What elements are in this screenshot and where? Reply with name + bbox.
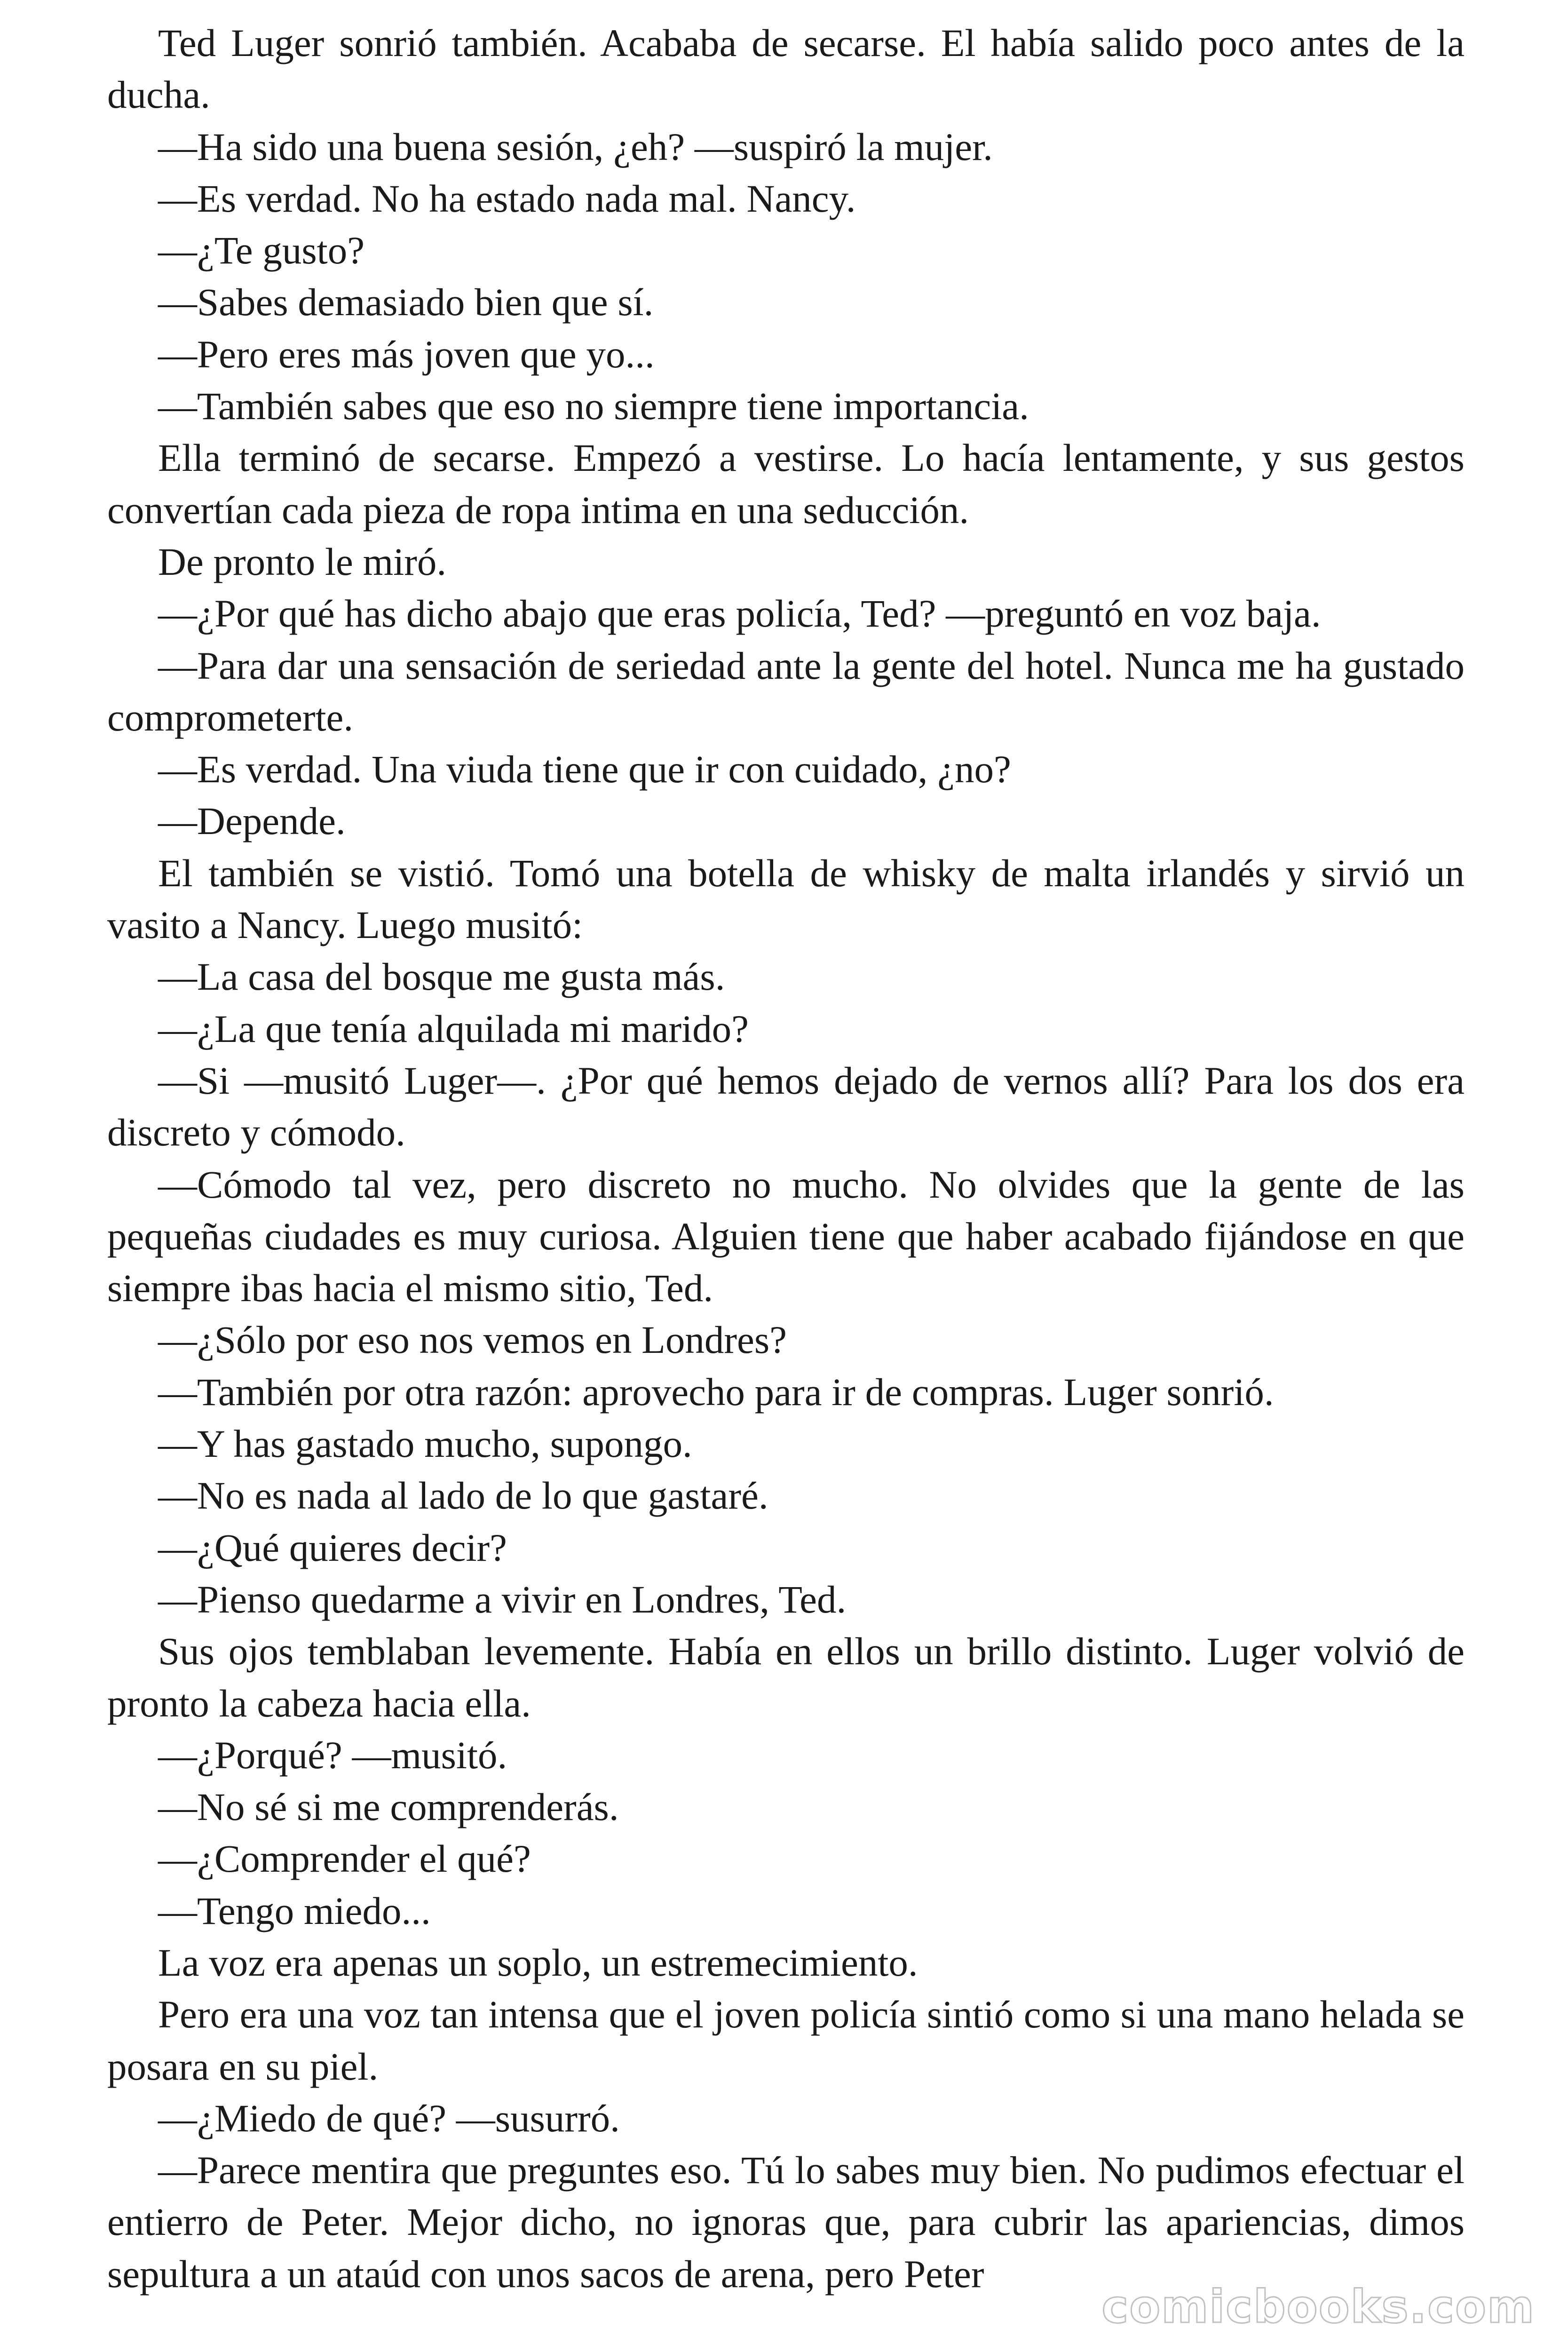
paragraph: —Para dar una sensación de seriedad ante la gente del hotel. Nunca me ha gustado comprometerte. xyxy=(107,644,1465,739)
paragraph: Sus ojos temblaban levemente. Había en ellos un brillo distinto. Luger volvió de pronto la cabeza hacia ella. xyxy=(107,1629,1465,1725)
paragraph: Pero era una voz tan intensa que el joven policía sintió como si una mano helada se posara en su piel. xyxy=(107,1993,1465,2088)
paragraph: —Es verdad. No ha estado nada mal. Nancy. xyxy=(158,176,856,220)
paragraph: —También sabes que eso no siempre tiene importancia. xyxy=(158,384,1029,428)
paragraph: —También por otra razón: aprovecho para ir de compras. Luger sonrió. xyxy=(158,1370,1274,1414)
paragraph: —¿Comprender el qué? xyxy=(158,1837,531,1881)
paragraph: —Parece mentira que preguntes eso. Tú lo sabes muy bien. No pudimos efectuar el entierro de Peter. Mejor dicho, no ignoras que, para cubrir las apariencias, dimos sepultura a un ataúd con unos sacos de arena, pero Peter xyxy=(107,2148,1465,2296)
paragraph: Ted Luger sonrió también. Acababa de secarse. El había salido poco antes de la ducha. xyxy=(107,21,1465,117)
paragraph: —¿La que tenía alquilada mi marido? xyxy=(158,1007,749,1050)
paragraph: —¿Te gusto? xyxy=(158,229,365,272)
paragraph: —Depende. xyxy=(158,799,346,843)
paragraph: Ella terminó de secarse. Empezó a vestirse. Lo hacía lentamente, y sus gestos convertían cada pieza de ropa intima en una seducción. xyxy=(107,436,1465,532)
paragraph: —Y has gastado mucho, supongo. xyxy=(158,1422,692,1466)
paragraph: —¿Miedo de qué? —susurró. xyxy=(158,2096,620,2140)
book-page-text xyxy=(107,17,1465,2300)
paragraph: —¿Sólo por eso nos vemos en Londres? xyxy=(158,1318,787,1362)
paragraph: —Si —musitó Luger—. ¿Por qué hemos dejado de vernos allí? Para los dos era discreto y cómodo. xyxy=(107,1058,1465,1154)
paragraph: De pronto le miró. xyxy=(158,540,447,583)
paragraph: —Tengo miedo... xyxy=(158,1889,431,1932)
paragraph: —Pienso quedarme a vivir en Londres, Ted. xyxy=(158,1577,847,1621)
paragraph: —No es nada al lado de lo que gastaré. xyxy=(158,1474,768,1518)
paragraph: —¿Qué quieres decir? xyxy=(158,1526,507,1569)
paragraph: —No sé si me comprenderás. xyxy=(158,1785,619,1829)
paragraph: El también se vistió. Tomó una botella de whisky de malta irlandés y sirvió un vasito a Nancy. Luego musitó: xyxy=(107,851,1465,947)
paragraph: —La casa del bosque me gusta más. xyxy=(158,955,725,999)
paragraph: La voz era apenas un soplo, un estremecimiento. xyxy=(158,1940,918,1984)
paragraph: —Ha sido una buena sesión, ¿eh? —suspiró la mujer. xyxy=(158,125,993,168)
paragraph: —Sabes demasiado bien que sí. xyxy=(158,280,654,324)
paragraph: —Es verdad. Una viuda tiene que ir con cuidado, ¿no? xyxy=(158,747,1011,791)
paragraph: —Cómodo tal vez, pero discreto no mucho. No olvides que la gente de las pequeñas ciudades es muy curiosa. Alguien tiene que haber acabado fijándose en que siempre ibas hacia el mismo sitio, Ted. xyxy=(107,1162,1465,1310)
watermark: comicbooks.com xyxy=(1101,2280,1535,2333)
paragraph: —¿Porqué? —musitó. xyxy=(158,1733,507,1777)
paragraph: —Pero eres más joven que yo... xyxy=(158,332,655,376)
paragraph: —¿Por qué has dicho abajo que eras policía, Ted? —preguntó en voz baja. xyxy=(158,592,1321,636)
